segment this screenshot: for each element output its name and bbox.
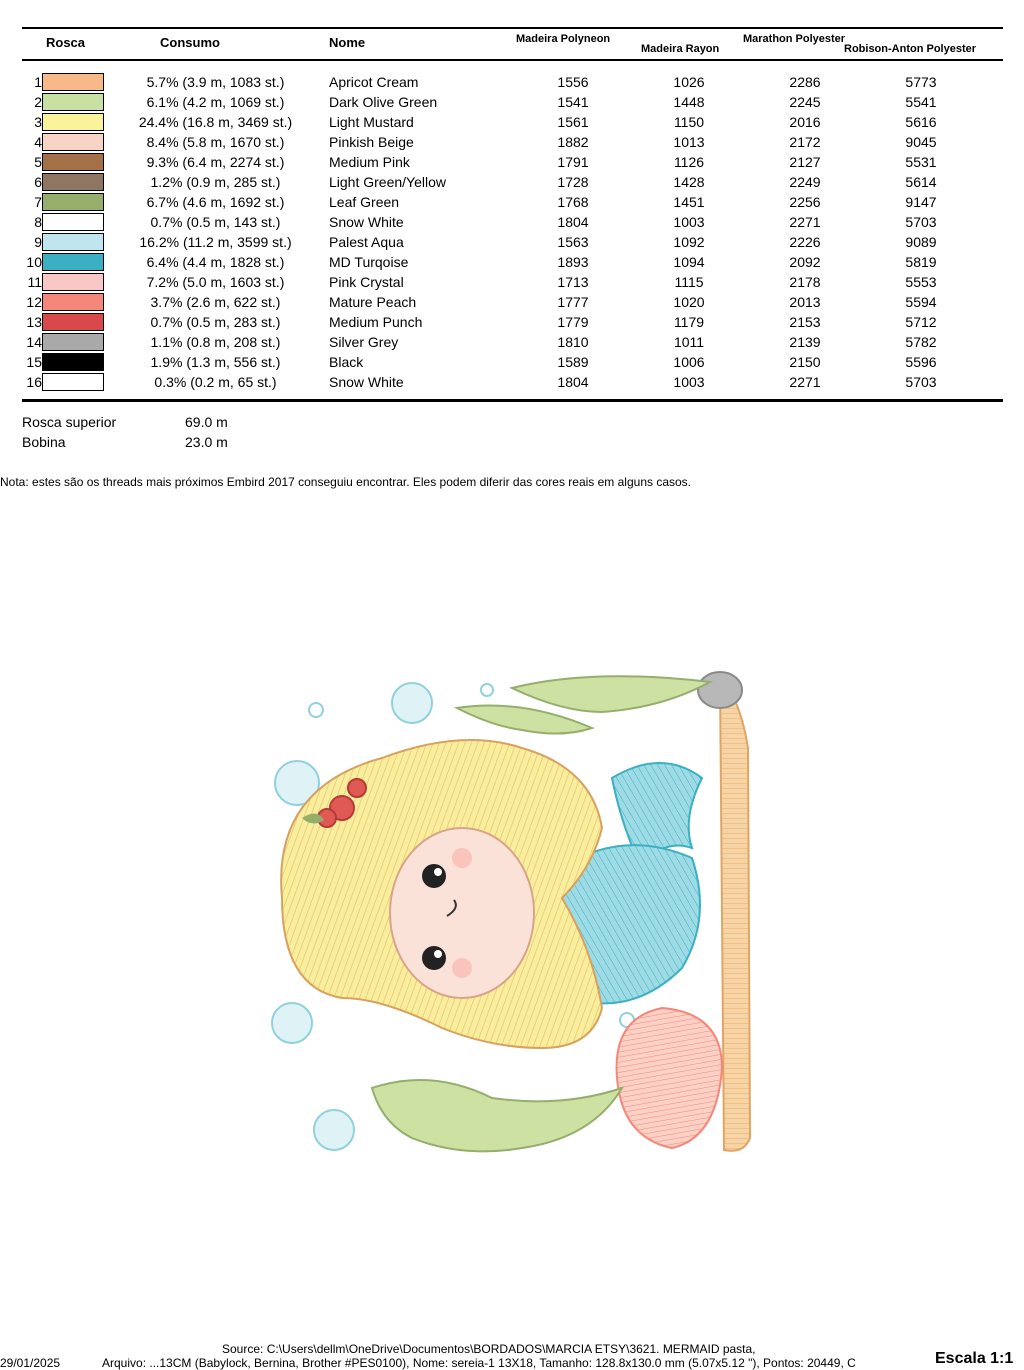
footer-source: Source: C:\Users\dellm\OneDrive\Documentos\BORDADOS\MARCIA ETSY\3621. MERMAID pasta, [222, 1342, 756, 1356]
row-madeira-rayon: 1115 [674, 274, 704, 290]
row-madeira-rayon: 1006 [673, 354, 705, 370]
bobina-value: 23.0 m [185, 434, 228, 450]
color-swatch [42, 73, 104, 91]
row-robison-anton-polyester: 5596 [905, 354, 937, 370]
row-madeira-polyneon: 1777 [557, 294, 589, 310]
row-consumo: 16.2% (11.2 m, 3599 st.) [139, 234, 292, 250]
row-marathon-polyester: 2013 [789, 294, 821, 310]
row-robison-anton-polyester: 5782 [905, 334, 937, 350]
row-nome: Medium Punch [329, 314, 423, 330]
row-marathon-polyester: 2127 [789, 154, 821, 170]
row-consumo: 9.3% (6.4 m, 2274 st.) [146, 154, 285, 170]
row-number: 8 [34, 214, 42, 230]
mermaid-embroidery-icon [262, 668, 762, 1168]
row-robison-anton-polyester: 5703 [905, 374, 937, 390]
row-madeira-rayon: 1020 [673, 294, 705, 310]
row-number: 2 [34, 94, 42, 110]
header-nome: Nome [329, 35, 366, 50]
row-number: 11 [27, 274, 42, 290]
table-row [0, 332, 1024, 352]
color-swatch [42, 113, 104, 131]
row-nome: Pink Crystal [329, 274, 404, 290]
row-consumo: 0.3% (0.2 m, 65 st.) [154, 374, 277, 390]
row-number: 13 [26, 314, 42, 330]
header-robison-anton-polyester: Robison-Anton Polyester [844, 43, 977, 55]
color-swatch [42, 293, 104, 311]
table-row [0, 192, 1024, 212]
row-consumo: 3.7% (2.6 m, 622 st.) [150, 294, 281, 310]
table-row [0, 292, 1024, 312]
table-row [0, 352, 1024, 372]
row-madeira-rayon: 1003 [673, 214, 705, 230]
row-number: 9 [34, 234, 42, 250]
row-marathon-polyester: 2092 [789, 254, 821, 270]
row-number: 6 [34, 174, 42, 190]
row-madeira-polyneon: 1804 [557, 374, 589, 390]
row-madeira-polyneon: 1768 [557, 194, 589, 210]
row-consumo: 7.2% (5.0 m, 1603 st.) [146, 274, 285, 290]
row-madeira-polyneon: 1893 [557, 254, 589, 270]
row-consumo: 1.9% (1.3 m, 556 st.) [150, 354, 281, 370]
row-nome: Medium Pink [329, 154, 410, 170]
row-nome: Dark Olive Green [329, 94, 438, 110]
row-madeira-polyneon: 1804 [557, 214, 589, 230]
color-swatch [42, 233, 104, 251]
row-madeira-polyneon: 1728 [557, 174, 589, 190]
table-row [0, 112, 1024, 132]
header-rosca: Rosca [46, 35, 86, 50]
row-marathon-polyester: 2249 [789, 174, 821, 190]
row-number: 4 [34, 134, 42, 150]
table-row [0, 272, 1024, 292]
color-swatch [42, 313, 104, 331]
row-nome: Light Mustard [329, 114, 414, 130]
color-swatch [42, 333, 104, 351]
row-marathon-polyester: 2245 [789, 94, 821, 110]
table-row [0, 252, 1024, 272]
row-madeira-rayon: 1428 [673, 174, 705, 190]
row-number: 16 [26, 374, 42, 390]
row-madeira-polyneon: 1541 [557, 94, 589, 110]
row-robison-anton-polyester: 5553 [905, 274, 937, 290]
rosca-superior-label: Rosca superior [22, 414, 117, 430]
row-nome: Light Green/Yellow [329, 174, 447, 190]
row-marathon-polyester: 2286 [789, 74, 821, 90]
row-consumo: 0.7% (0.5 m, 143 st.) [150, 214, 281, 230]
table-row [0, 312, 1024, 332]
color-swatch [42, 173, 104, 191]
row-nome: Black [329, 354, 364, 370]
row-nome: Mature Peach [329, 294, 417, 310]
row-madeira-rayon: 1026 [673, 74, 705, 90]
row-robison-anton-polyester: 9045 [905, 134, 937, 150]
header-madeira-rayon: Madeira Rayon [641, 43, 720, 55]
table-top-rule [22, 27, 1003, 29]
color-swatch [42, 353, 104, 371]
row-consumo: 5.7% (3.9 m, 1083 st.) [146, 74, 285, 90]
row-madeira-polyneon: 1791 [557, 154, 589, 170]
row-madeira-rayon: 1451 [673, 194, 705, 210]
row-robison-anton-polyester: 5773 [905, 74, 937, 90]
row-madeira-polyneon: 1589 [557, 354, 589, 370]
table-row [0, 232, 1024, 252]
row-nome: MD Turqoise [329, 254, 409, 270]
row-madeira-polyneon: 1563 [557, 234, 589, 250]
row-consumo: 1.1% (0.8 m, 208 st.) [150, 334, 281, 350]
thread-match-note: Nota: estes são os threads mais próximos Embird 2017 conseguiu encontrar. Eles podem diferir das cores reais em alguns casos. [0, 475, 692, 489]
row-marathon-polyester: 2256 [789, 194, 821, 210]
row-robison-anton-polyester: 5712 [905, 314, 937, 330]
footer-date: 29/01/2025 [0, 1356, 61, 1370]
table-bottom-rule [22, 399, 1003, 402]
row-consumo: 0.7% (0.5 m, 283 st.) [150, 314, 281, 330]
row-madeira-polyneon: 1810 [557, 334, 589, 350]
table-row [0, 72, 1024, 92]
row-marathon-polyester: 2139 [789, 334, 821, 350]
color-swatch [42, 373, 104, 391]
color-swatch [42, 193, 104, 211]
row-nome: Snow White [329, 374, 404, 390]
row-marathon-polyester: 2172 [789, 134, 821, 150]
row-robison-anton-polyester: 5614 [905, 174, 937, 190]
row-consumo: 6.7% (4.6 m, 1692 st.) [146, 194, 285, 210]
row-nome: Silver Grey [329, 334, 399, 350]
row-madeira-rayon: 1448 [673, 94, 705, 110]
row-madeira-rayon: 1013 [673, 134, 705, 150]
row-marathon-polyester: 2178 [789, 274, 821, 290]
row-consumo: 6.1% (4.2 m, 1069 st.) [146, 94, 285, 110]
row-nome: Palest Aqua [329, 234, 404, 250]
row-nome: Leaf Green [329, 194, 400, 210]
row-consumo: 8.4% (5.8 m, 1670 st.) [146, 134, 285, 150]
row-consumo: 6.4% (4.4 m, 1828 st.) [146, 254, 285, 270]
table-row [0, 172, 1024, 192]
row-number: 15 [26, 354, 42, 370]
color-swatch [42, 273, 104, 291]
row-number: 1 [34, 74, 42, 90]
row-marathon-polyester: 2271 [789, 214, 821, 230]
row-marathon-polyester: 2226 [789, 234, 821, 250]
row-madeira-polyneon: 1882 [557, 134, 589, 150]
header-marathon-polyester: Marathon Polyester [743, 33, 846, 45]
row-robison-anton-polyester: 5594 [905, 294, 937, 310]
row-number: 12 [26, 294, 42, 310]
table-header-rule [22, 59, 1003, 61]
row-nome: Snow White [329, 214, 404, 230]
color-swatch [42, 93, 104, 111]
row-marathon-polyester: 2271 [789, 374, 821, 390]
row-madeira-rayon: 1126 [673, 154, 705, 170]
row-robison-anton-polyester: 5703 [905, 214, 937, 230]
row-robison-anton-polyester: 5819 [905, 254, 937, 270]
table-row [0, 212, 1024, 232]
color-swatch [42, 133, 104, 151]
rosca-superior-value: 69.0 m [185, 414, 228, 430]
bobina-label: Bobina [22, 434, 66, 450]
row-madeira-polyneon: 1713 [557, 274, 589, 290]
row-marathon-polyester: 2150 [789, 354, 821, 370]
row-number: 14 [26, 334, 42, 350]
row-madeira-polyneon: 1556 [557, 74, 589, 90]
row-madeira-rayon: 1179 [673, 314, 705, 330]
row-robison-anton-polyester: 5616 [905, 114, 937, 130]
row-number: 5 [34, 154, 42, 170]
row-marathon-polyester: 2016 [789, 114, 821, 130]
table-row [0, 132, 1024, 152]
footer-arquivo: Arquivo: ...13CM (Babylock, Bernina, Brother #PES0100), Nome: sereia-1 13X18, Tamanho: 128.8x130.0 mm (5.07x5.12 "), Pontos: 20449, C [102, 1356, 856, 1370]
row-marathon-polyester: 2153 [789, 314, 821, 330]
row-number: 3 [34, 114, 42, 130]
row-madeira-polyneon: 1779 [557, 314, 589, 330]
row-madeira-rayon: 1150 [673, 114, 705, 130]
color-swatch [42, 213, 104, 231]
row-madeira-rayon: 1094 [673, 254, 705, 270]
row-consumo: 24.4% (16.8 m, 3469 st.) [138, 114, 293, 130]
row-nome: Pinkish Beige [329, 134, 414, 150]
color-swatch [42, 253, 104, 271]
row-madeira-rayon: 1011 [673, 334, 705, 350]
row-madeira-polyneon: 1561 [557, 114, 589, 130]
row-consumo: 1.2% (0.9 m, 285 st.) [150, 174, 281, 190]
row-robison-anton-polyester: 9147 [905, 194, 937, 210]
row-number: 10 [26, 254, 42, 270]
row-robison-anton-polyester: 9089 [905, 234, 937, 250]
header-consumo: Consumo [160, 35, 220, 50]
row-madeira-rayon: 1092 [673, 234, 705, 250]
row-madeira-rayon: 1003 [673, 374, 705, 390]
table-row [0, 152, 1024, 172]
row-nome: Apricot Cream [329, 74, 419, 90]
header-madeira-polyneon: Madeira Polyneon [516, 33, 611, 45]
footer-scale: Escala 1:1 [935, 1350, 1014, 1367]
color-swatch [42, 153, 104, 171]
row-robison-anton-polyester: 5531 [905, 154, 937, 170]
row-robison-anton-polyester: 5541 [905, 94, 937, 110]
table-row [0, 372, 1024, 392]
row-number: 7 [34, 194, 42, 210]
table-row [0, 92, 1024, 112]
